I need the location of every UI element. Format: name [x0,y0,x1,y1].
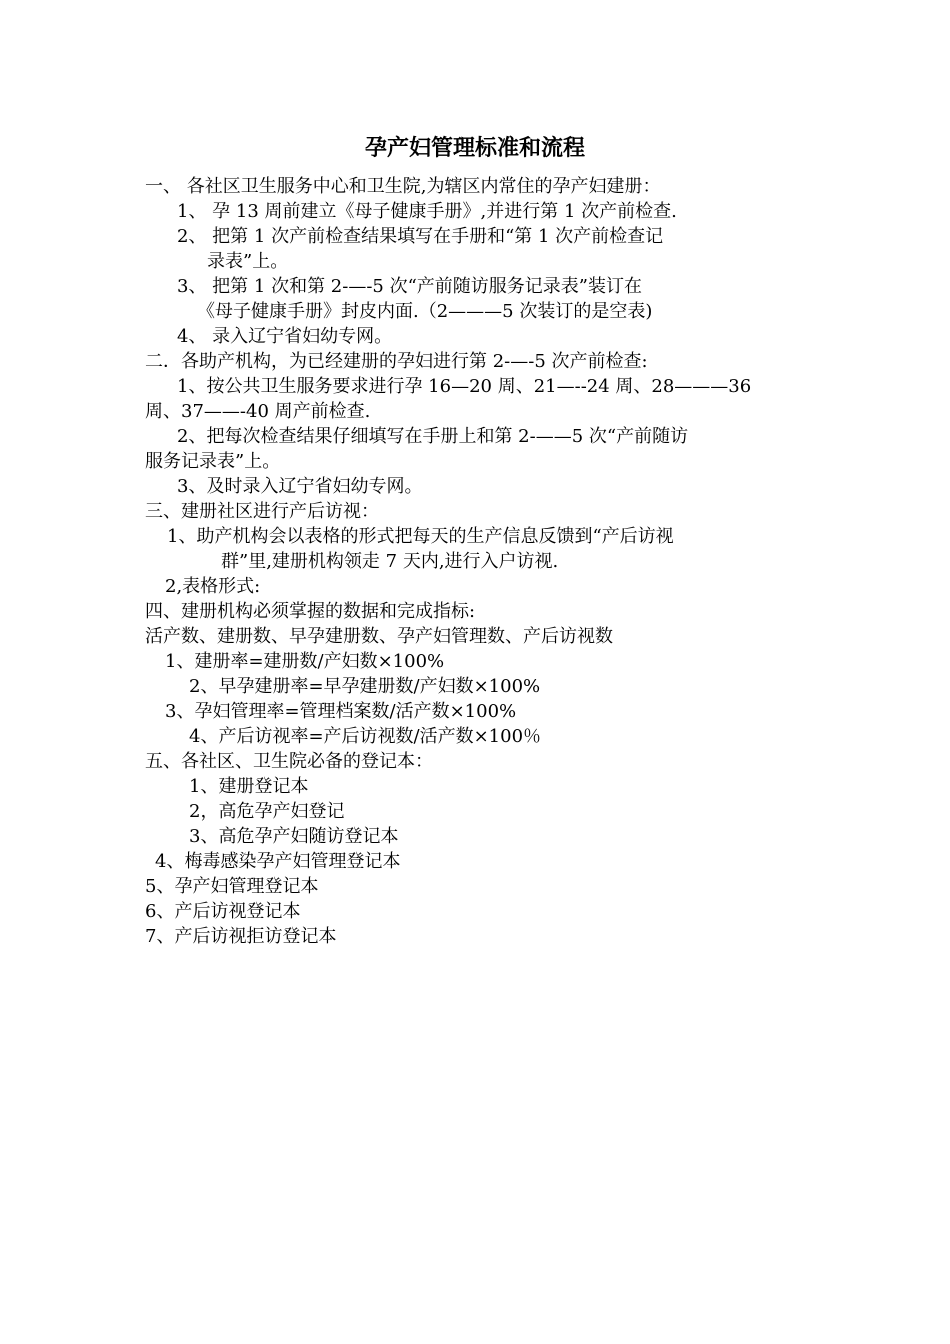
section-1-heading: 一、 各社区卫生服务中心和卫生院,为辖区内常住的孕产妇建册： [145,176,661,197]
section-5-item-5: 5、孕产妇管理登记本 [145,876,319,897]
section-5-item-7: 7、产后访视拒访登记本 [145,926,337,947]
section-4-item-1: 1、建册率=建册数/产妇数×100% [165,651,445,672]
section-2-item-2: 2、把每次检查结果仔细填写在手册上和第 2-——5 次“产前随访 [177,426,689,447]
section-2-item-1: 1、按公共卫生服务要求进行孕 16—20 周、21—--24 周、28———36 [177,376,752,397]
section-3-item-1: 1、助产机构会以表格的形式把每天的生产信息反馈到“产后访视 [167,526,674,547]
section-2-item-1-cont: 周、37——-40 周产前检查. [145,401,371,422]
section-4-heading: 四、建册机构必须掌握的数据和完成指标: [145,601,476,622]
section-1-item-2-cont: 录表”上。 [207,251,289,272]
section-4-item-2: 2、早孕建册率=早孕建册数/产妇数×100% [189,676,541,697]
section-1-item-3-cont: 《母子健康手册》封皮内面.（2———5 次装订的是空表) [197,301,653,322]
section-4-item-3: 3、孕妇管理率=管理档案数/活产数×100% [165,701,517,722]
section-3-heading: 三、建册社区进行产后访视： [145,501,379,522]
section-5-item-3: 3、高危孕产妇随访登记本 [189,826,399,847]
section-3-item-1-cont: 群”里,建册机构领走 7 天内,进行入户访视. [221,551,559,572]
section-5-item-6: 6、产后访视登记本 [145,901,301,922]
section-5-heading: 五、各社区、卫生院必备的登记本： [145,751,433,772]
section-5-item-2: 2，高危孕产妇登记 [189,801,345,822]
section-5-item-4: 4、梅毒感染孕产妇管理登记本 [155,851,401,872]
page-title: 孕产妇管理标准和流程 [364,136,585,161]
section-2-heading: 二．各助产机构，为已经建册的孕妇进行第 2-—-5 次产前检查: [145,351,648,372]
section-4-item-4: 4、产后访视率=产后访视数/活产数×100％ [189,726,542,747]
section-1-item-4: 4、 录入辽宁省妇幼专网。 [177,326,393,347]
section-1-item-3: 3、 把第 1 次和第 2-—-5 次“产前随访服务记录表”装订在 [177,276,642,297]
section-5-item-1: 1、建册登记本 [189,776,309,797]
document-body [145,174,810,949]
section-2-item-2-cont: 服务记录表”上。 [145,451,281,472]
section-2-item-3: 3、及时录入辽宁省妇幼专网。 [177,476,423,497]
section-1-item-2: 2、 把第 1 次产前检查结果填写在手册和“第 1 次产前检查记 [177,226,664,247]
section-1-item-1: 1、 孕 13 周前建立《母子健康手册》,并进行第 1 次产前检查. [177,201,677,222]
section-4-metrics: 活产数、建册数、早孕建册数、孕产妇管理数、产后访视数 [145,626,613,647]
section-3-item-2: 2,表格形式: [165,576,261,597]
